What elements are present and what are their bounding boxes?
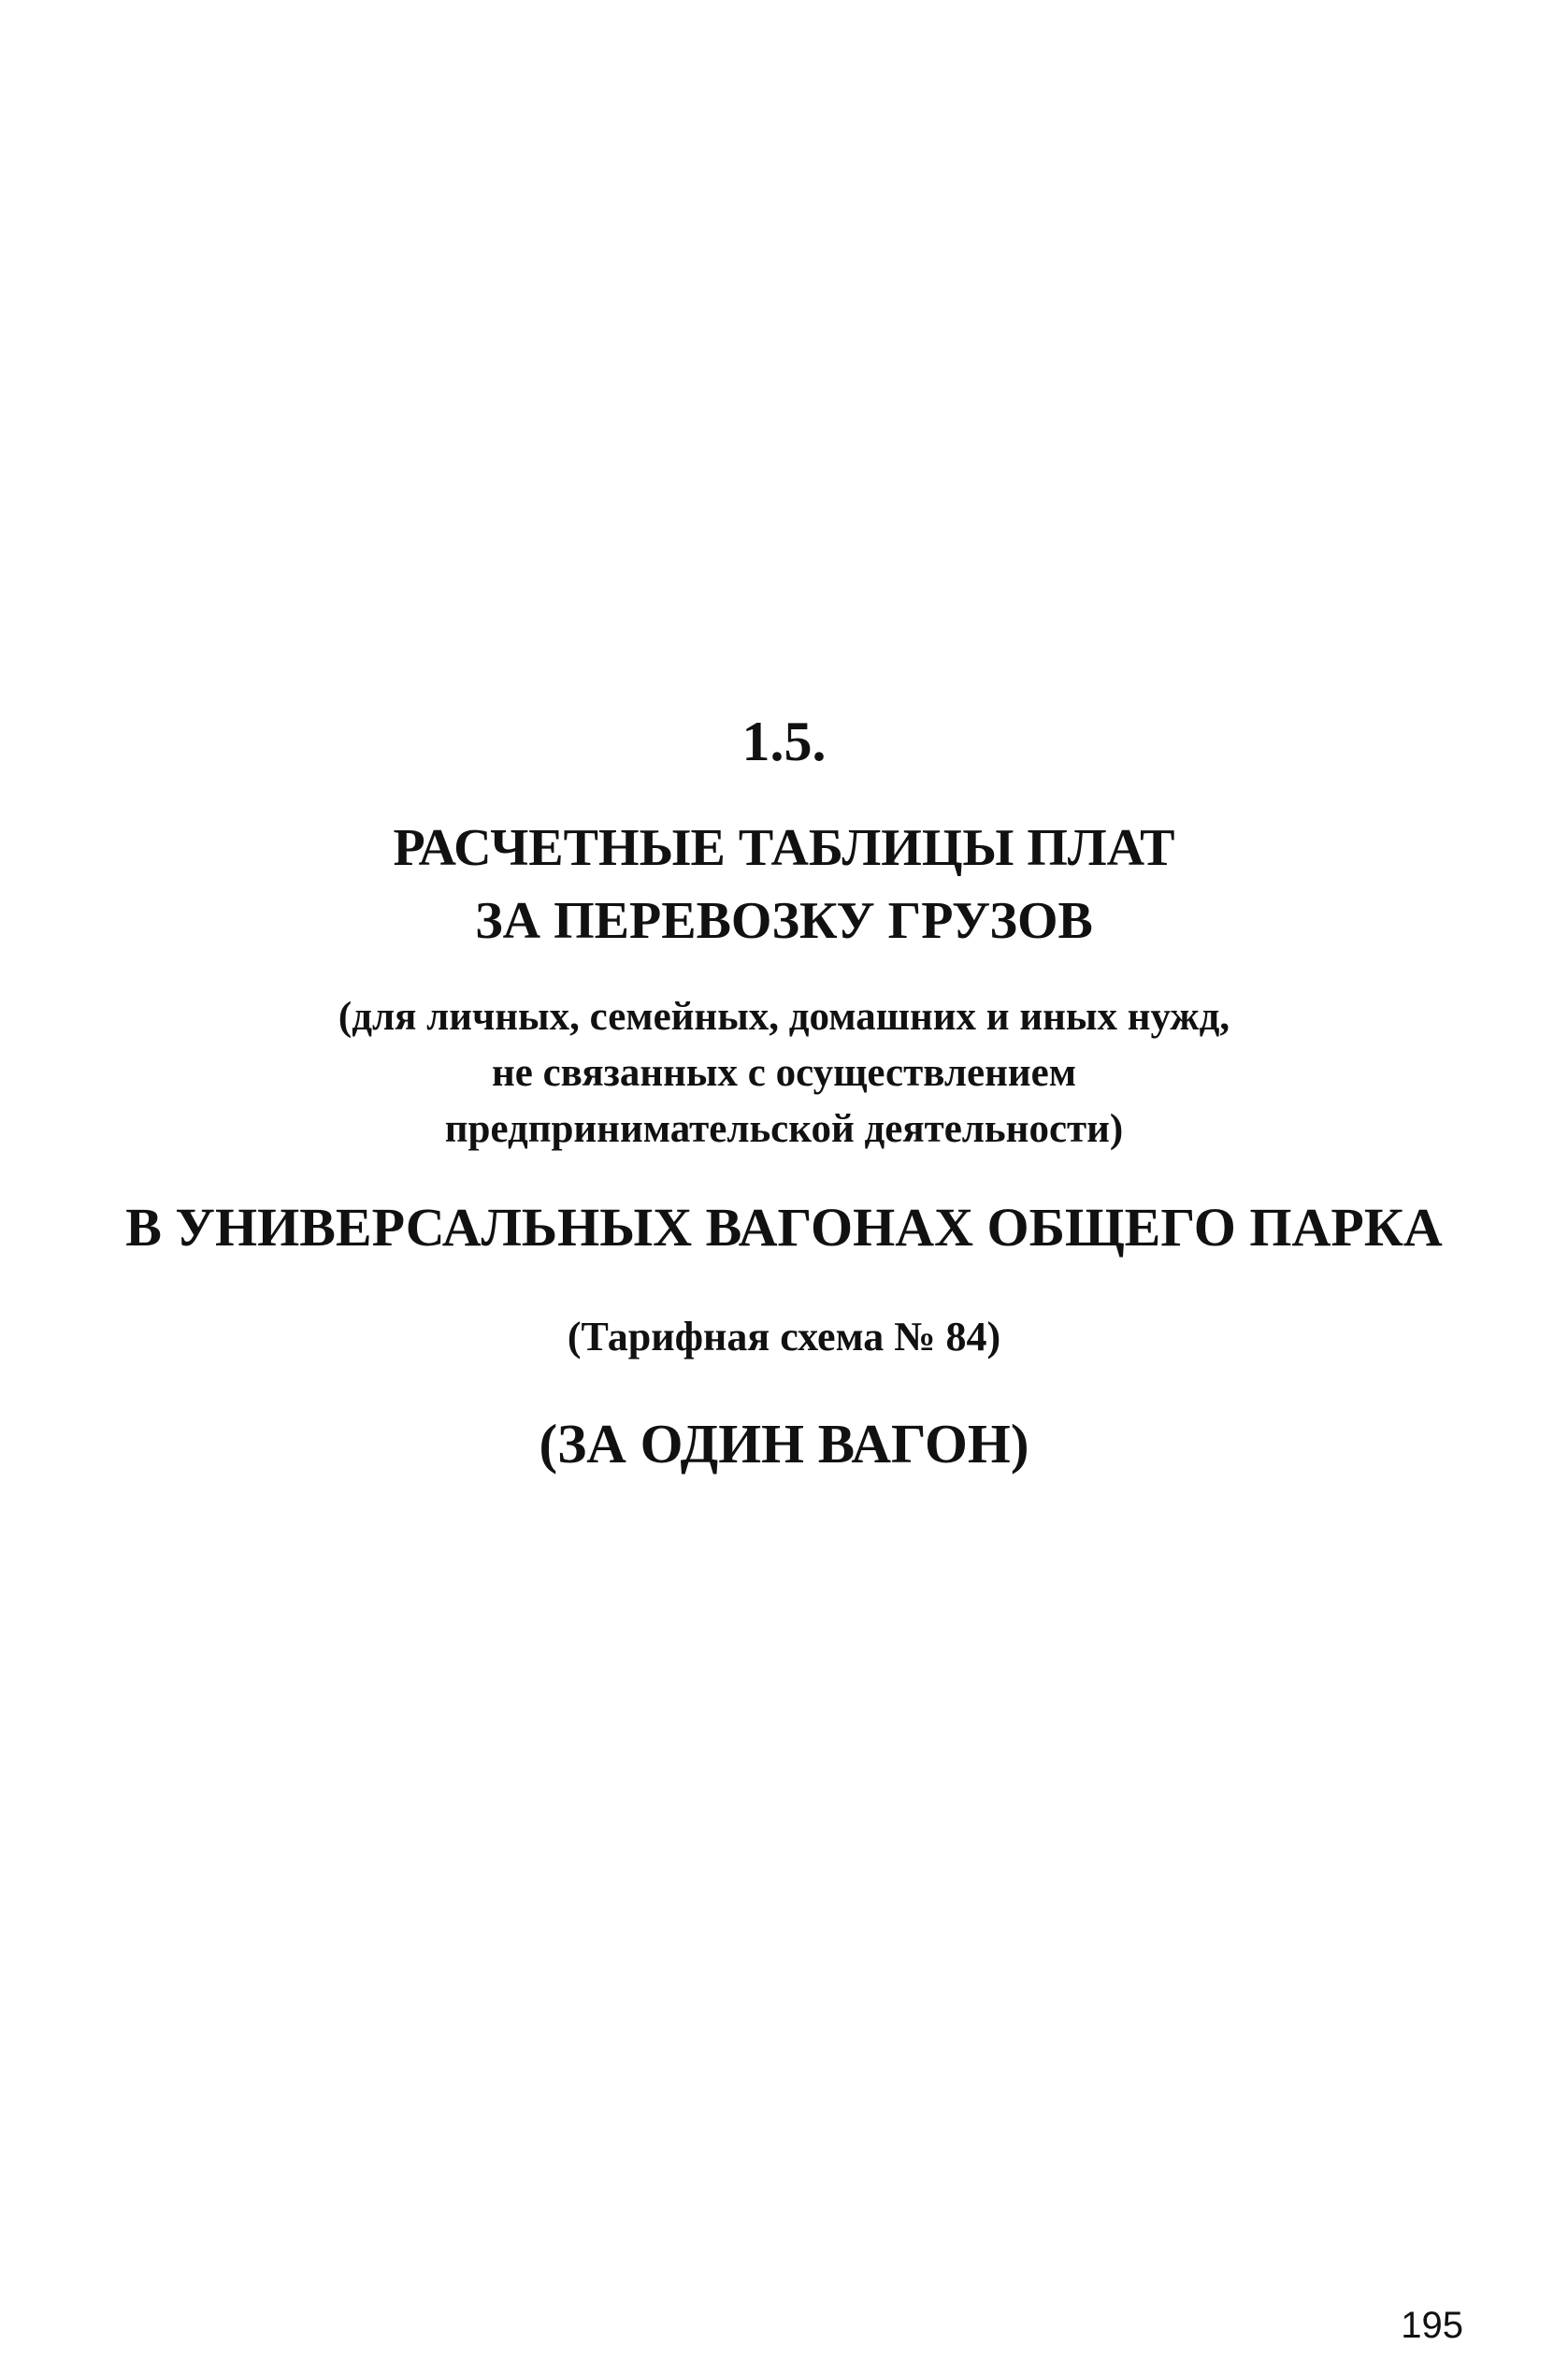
- section-number: 1.5.: [741, 711, 827, 772]
- per-wagon-heading: (ЗА ОДИН ВАГОН): [539, 1413, 1029, 1475]
- purpose-note-line-1: (для личных, семейных, домашних и иных нужд,: [338, 995, 1230, 1039]
- page-number: 195: [1401, 2305, 1463, 2346]
- section-title: [0, 812, 1568, 957]
- section-title-line-1: РАСЧЕТНЫЕ ТАБЛИЦЫ ПЛАТ: [393, 819, 1175, 877]
- purpose-note: [0, 989, 1568, 1158]
- tariff-scheme-label: (Тарифная схема № 84): [567, 1314, 1001, 1360]
- section-title-line-2: ЗА ПЕРЕВОЗКУ ГРУЗОВ: [475, 892, 1093, 950]
- purpose-note-line-3: предпринимательской деятельности): [444, 1107, 1124, 1151]
- wagon-type-heading: В УНИВЕРСАЛЬНЫХ ВАГОНАХ ОБЩЕГО ПАРКА: [125, 1197, 1443, 1258]
- purpose-note-line-2: не связанных с осуществлением: [491, 1051, 1077, 1095]
